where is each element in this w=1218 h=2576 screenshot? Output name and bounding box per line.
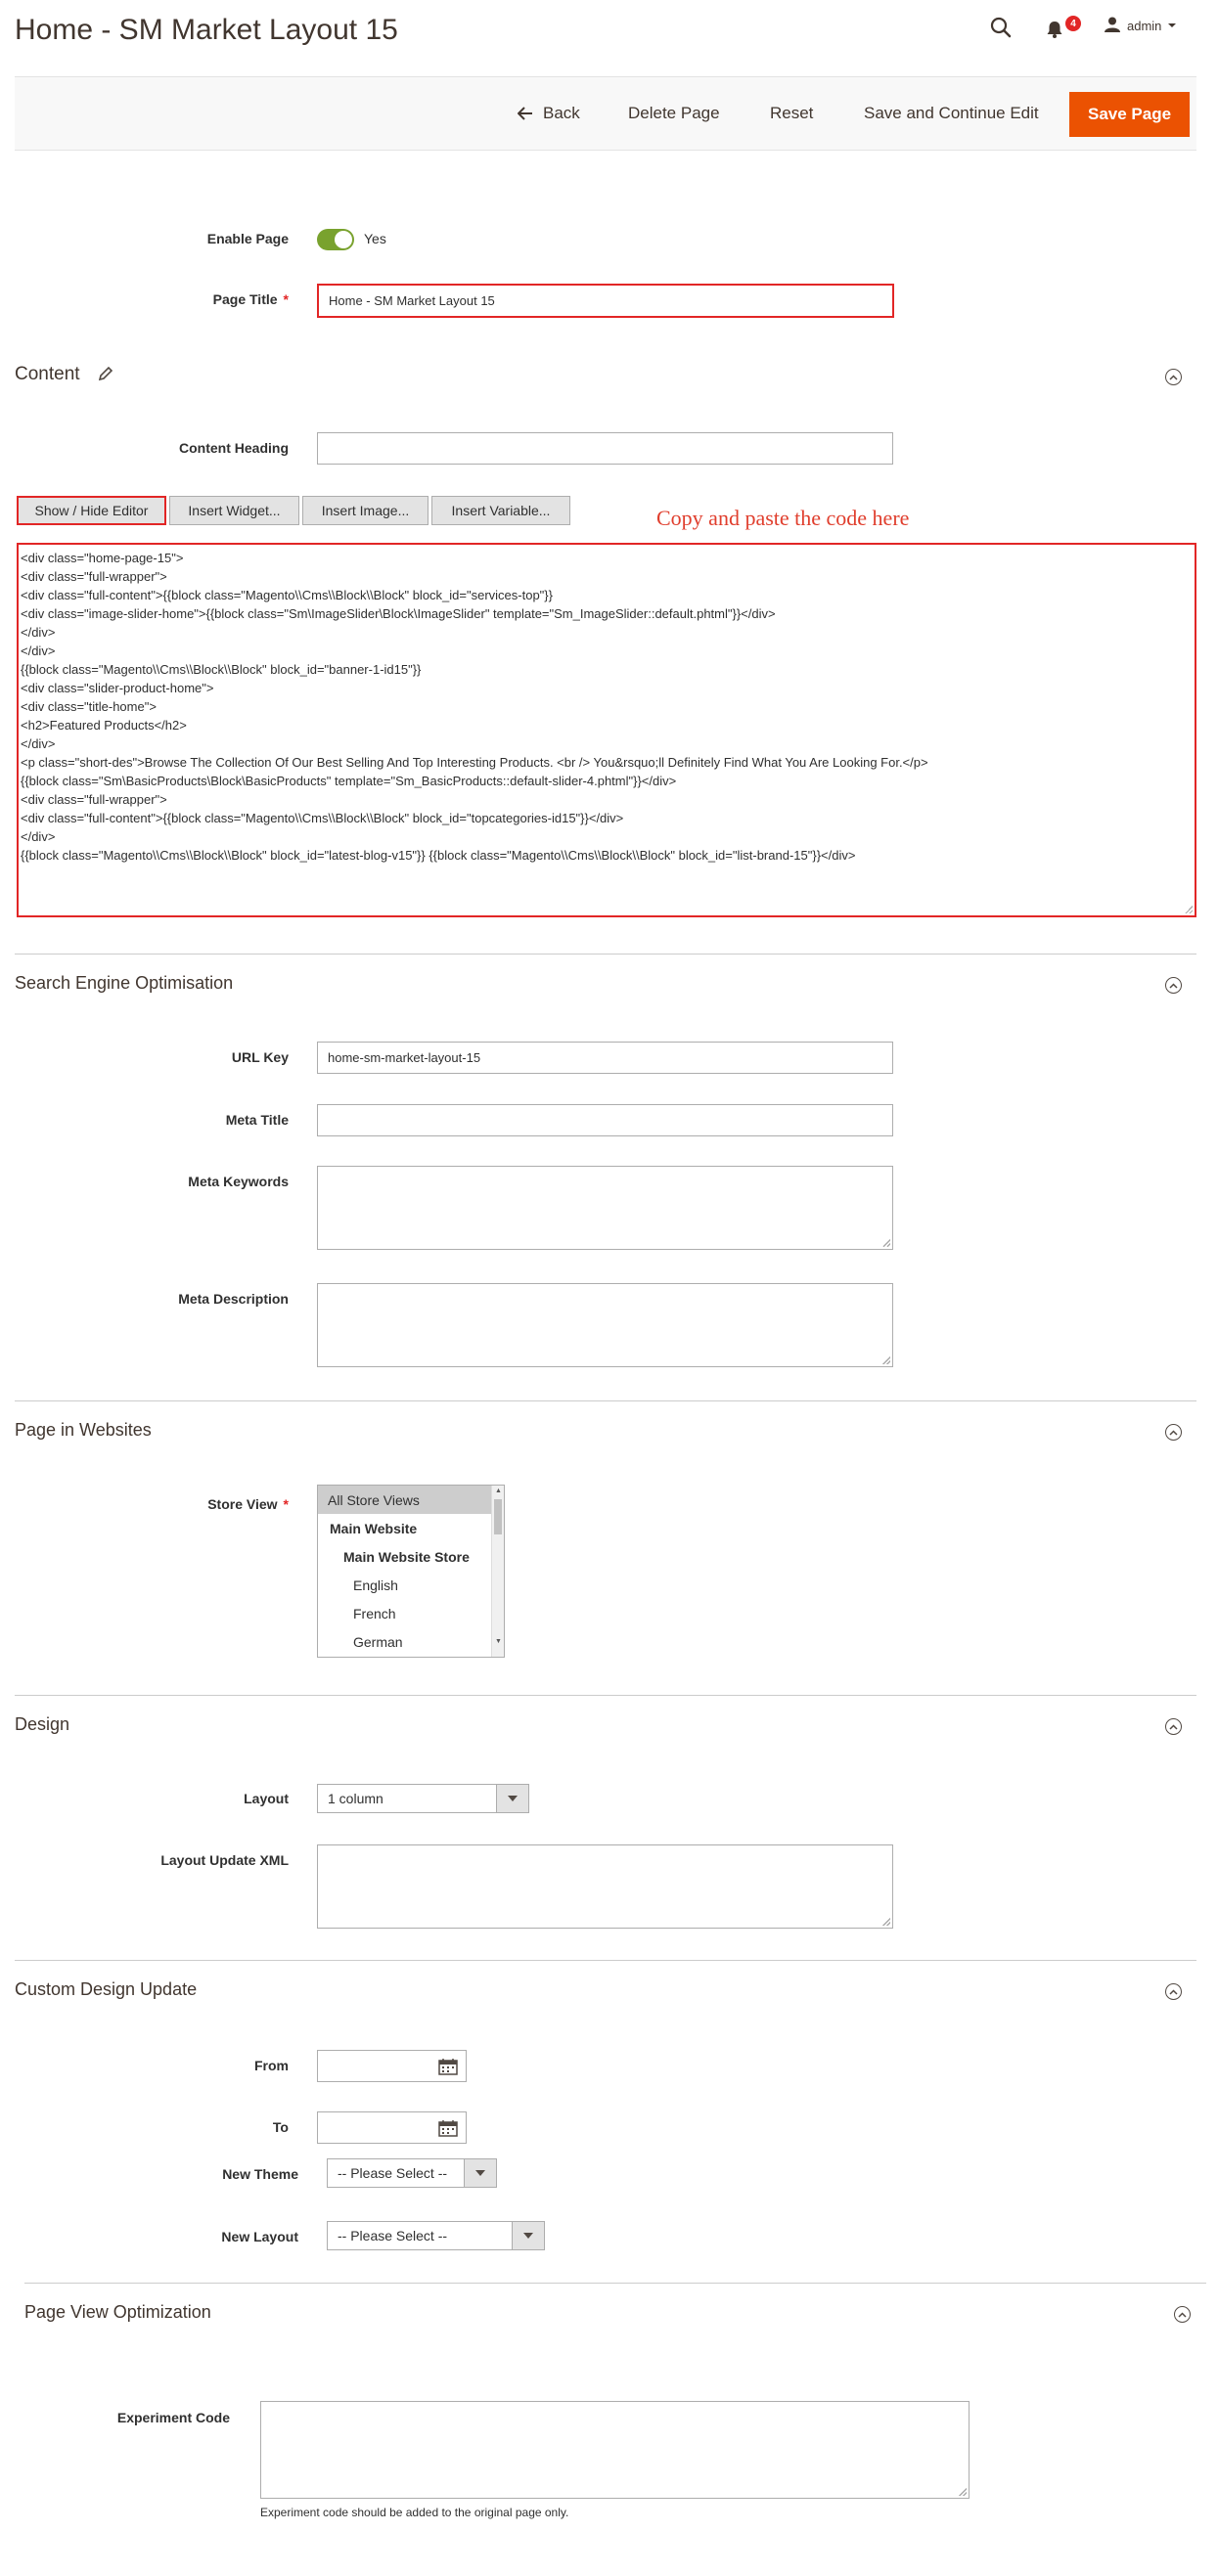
resize-grip-icon[interactable] [1185, 906, 1193, 913]
code-line: <div class="image-slider-home">{{block class="Sm\ImageSlider\Block\ImageSlider" template="Sm_ImageSlider::default.phtml"}}</div> [21, 606, 776, 621]
calendar-icon[interactable] [438, 2119, 458, 2140]
meta-keywords-textarea[interactable] [317, 1166, 893, 1250]
resize-grip-icon[interactable] [882, 1239, 890, 1247]
store-option-website: Main Website [330, 1520, 418, 1536]
reset-button[interactable]: Reset [770, 104, 814, 122]
paste-code-annotation: Copy and paste the code here [656, 506, 910, 530]
layout-xml-label: Layout Update XML [160, 1852, 289, 1868]
to-date-input[interactable] [317, 2111, 467, 2144]
content-code-textarea[interactable] [17, 543, 1196, 917]
admin-username: admin [1127, 19, 1162, 33]
code-line: <div class="full-content">{{block class="Magento\\Cms\\Block\\Block" block_id="services-top"}} [21, 588, 553, 602]
meta-title-input[interactable] [317, 1104, 893, 1136]
chevron-up-icon[interactable] [1165, 1424, 1182, 1441]
chevron-down-icon [512, 2222, 544, 2249]
new-layout-select-value: -- Please Select -- [338, 2228, 448, 2243]
page-title-label-text: Page Title [212, 291, 278, 307]
chevron-down-icon [464, 2159, 496, 2187]
experiment-code-textarea[interactable] [260, 2401, 970, 2499]
code-line: </div> [21, 829, 56, 844]
arrow-left-icon [518, 107, 533, 120]
chevron-down-icon [1167, 19, 1177, 33]
code-line: <div class="full-wrapper"> [21, 792, 167, 807]
code-line: </div> [21, 736, 56, 751]
layout-select[interactable] [317, 1784, 529, 1813]
store-view-label-text: Store View [207, 1496, 278, 1512]
code-line: <div class="full-wrapper"> [21, 569, 167, 584]
chevron-down-icon [496, 1785, 528, 1812]
code-line: </div> [21, 625, 56, 640]
code-line: <div class="slider-product-home"> [21, 681, 214, 695]
experiment-code-note: Experiment code should be added to the original page only. [260, 2506, 569, 2519]
url-key-input[interactable]: home-sm-market-layout-15 [317, 1042, 893, 1074]
meta-keywords-label: Meta Keywords [188, 1174, 289, 1189]
page-actions-toolbar [15, 76, 1196, 151]
bell-icon[interactable] [1045, 20, 1064, 44]
section-divider [15, 1695, 1196, 1696]
code-line: {{block class="Sm\BasicProducts\Block\BasicProducts" template="Sm_BasicProducts::default-slider-4.phtml"}}</div> [21, 774, 677, 788]
store-list-scrollbar[interactable] [491, 1486, 504, 1657]
enable-page-toggle[interactable] [317, 229, 354, 250]
layout-xml-textarea[interactable] [317, 1844, 893, 1929]
user-icon [1104, 16, 1121, 36]
content-heading-label: Content Heading [179, 440, 289, 456]
calendar-icon[interactable] [438, 2058, 458, 2078]
code-line: <div class="home-page-15"> [21, 551, 184, 565]
store-option-store: Main Website Store [343, 1548, 470, 1565]
layout-label: Layout [244, 1791, 289, 1806]
from-date-input[interactable] [317, 2050, 467, 2082]
enable-page-value: Yes [364, 231, 386, 246]
chevron-up-icon[interactable] [1165, 977, 1182, 994]
save-page-button[interactable]: Save Page [1069, 92, 1190, 137]
resize-grip-icon[interactable] [959, 2488, 967, 2496]
code-line: <div class="full-content">{{block class="Magento\\Cms\\Block\\Block" block_id="topcategories-id15"}}</div> [21, 811, 624, 825]
meta-title-label: Meta Title [225, 1112, 289, 1128]
admin-user-menu[interactable] [1104, 16, 1177, 36]
delete-page-button[interactable]: Delete Page [628, 104, 720, 122]
store-option-english[interactable]: English [353, 1577, 398, 1593]
code-line: <div class="title-home"> [21, 699, 157, 714]
save-continue-button[interactable]: Save and Continue Edit [864, 104, 1039, 122]
page-title-input[interactable]: Home - SM Market Layout 15 [317, 284, 894, 318]
insert-variable-button[interactable]: Insert Variable... [431, 496, 570, 525]
meta-description-label: Meta Description [178, 1291, 289, 1307]
enable-page-label: Enable Page [206, 231, 289, 246]
back-label: Back [543, 104, 580, 122]
resize-grip-icon[interactable] [882, 1356, 890, 1364]
notification-badge[interactable]: 4 [1065, 16, 1081, 31]
content-section-title[interactable]: Content [15, 364, 80, 384]
search-icon[interactable] [990, 17, 1012, 43]
required-marker: * [283, 291, 289, 307]
store-view-multiselect[interactable] [317, 1485, 505, 1658]
from-label: From [254, 2058, 289, 2073]
new-layout-label: New Layout [221, 2229, 298, 2244]
new-layout-select[interactable] [327, 2221, 545, 2250]
section-divider [15, 954, 1196, 955]
experiment-code-label: Experiment Code [116, 2410, 230, 2425]
scroll-up-icon[interactable]: ▲ [495, 1488, 502, 1494]
pencil-icon[interactable] [98, 366, 113, 386]
url-key-label: URL Key [231, 1049, 289, 1065]
insert-image-button[interactable]: Insert Image... [302, 496, 429, 525]
new-theme-label: New Theme [222, 2166, 298, 2182]
store-option-german[interactable]: German [353, 1633, 403, 1650]
content-heading-input[interactable] [317, 432, 893, 465]
code-line: {{block class="Magento\\Cms\\Block\\Block" block_id="banner-1-id15"}} [21, 662, 422, 677]
section-divider [15, 1400, 1196, 1401]
code-line: <h2>Featured Products</h2> [21, 718, 187, 733]
section-divider [24, 2283, 1206, 2284]
toggle-knob [335, 231, 352, 248]
layout-select-value: 1 column [328, 1791, 383, 1806]
to-label: To [272, 2119, 289, 2135]
chevron-up-icon[interactable] [1165, 1983, 1182, 2000]
section-divider [15, 1960, 1196, 1961]
scroll-down-icon[interactable]: ▼ [495, 1638, 502, 1645]
back-button[interactable] [508, 97, 590, 130]
custom-design-section-title[interactable]: Custom Design Update [15, 1979, 198, 1999]
store-option-all[interactable]: All Store Views [318, 1486, 492, 1514]
insert-widget-button[interactable]: Insert Widget... [169, 496, 299, 525]
resize-grip-icon[interactable] [882, 1918, 890, 1926]
chevron-up-icon[interactable] [1165, 369, 1182, 385]
page-title-label [15, 291, 289, 307]
new-theme-select[interactable] [327, 2158, 497, 2188]
scrollbar-thumb[interactable] [494, 1499, 502, 1534]
page-title: Home - SM Market Layout 15 [15, 14, 398, 46]
new-theme-select-value: -- Please Select -- [338, 2165, 448, 2181]
meta-description-textarea[interactable] [317, 1283, 893, 1367]
store-view-label [15, 1496, 289, 1512]
store-option-french[interactable]: French [353, 1605, 396, 1621]
websites-section-title[interactable]: Page in Websites [15, 1420, 152, 1440]
seo-section-title[interactable]: Search Engine Optimisation [15, 973, 234, 993]
code-line: {{block class="Magento\\Cms\\Block\\Block" block_id="latest-blog-v15"}} {{block class="Magento\\Cms\\Block\\Block" block_id="list-brand-15"}}</div> [21, 848, 856, 863]
code-line: </div> [21, 644, 56, 658]
chevron-up-icon[interactable] [1165, 1718, 1182, 1735]
design-section-title[interactable]: Design [15, 1714, 70, 1734]
show-hide-editor-button[interactable]: Show / Hide Editor [17, 496, 166, 525]
code-line: <p class="short-des">Browse The Collection Of Our Best Selling And Top Interesting Products. <br /> You&rsquo;ll Definitely Find What You Are Looking For.</p> [21, 755, 928, 770]
chevron-up-icon[interactable] [1174, 2306, 1191, 2323]
optimization-section-title[interactable]: Page View Optimization [24, 2302, 211, 2322]
required-marker: * [283, 1496, 289, 1512]
